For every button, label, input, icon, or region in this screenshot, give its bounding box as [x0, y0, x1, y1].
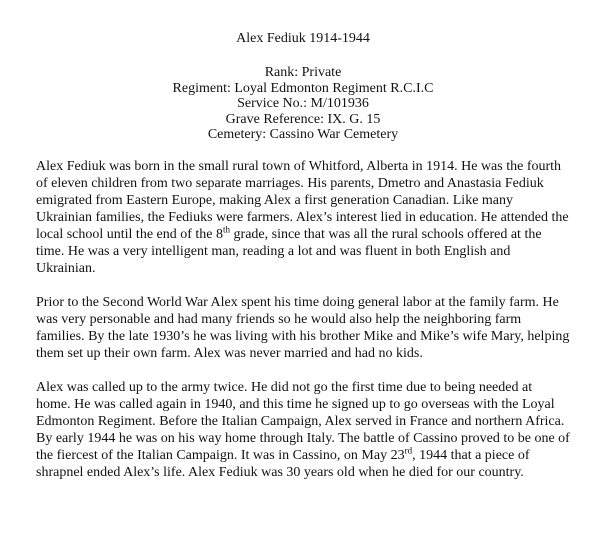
paragraph-text: , 1944 that a piece of shrapnel ended Alex’s life. Alex Fediuk was 30 years old when he died for our country.: [36, 447, 530, 480]
paragraph-text: Prior to the Second World War Alex spent his time doing general labor at the family farm. He was very personable and had many friends so he would also help the neighboring farm families. By the late 1930’s he was living with his brother Mike and Mike’s wife Mary, helping them set up their own farm. Alex was never married and had no kids.: [36, 294, 570, 361]
paragraph-early-life: [36, 158, 570, 277]
paragraph-war-service: [36, 379, 570, 481]
regiment-line: Regiment: Loyal Edmonton Regiment R.C.I.C: [172, 80, 434, 96]
ordinal-superscript: th: [223, 223, 231, 234]
ordinal-superscript: rd: [404, 444, 413, 455]
document-body: [36, 158, 570, 481]
service-number-line: Service No.: M/101936: [237, 96, 369, 111]
paragraph-text: grade, since that was all the rural schools offered at the time. He was a very intelligent man, reading a lot and was fluent in both English and Ukrainian.: [36, 226, 542, 276]
grave-reference-line: Grave Reference: IX. G. 15: [225, 111, 381, 127]
document-title: Alex Fediuk 1914-1944: [236, 31, 370, 46]
cemetery-line: Cemetery: Cassino War Cemetery: [207, 127, 399, 142]
paragraph-text: Alex Fediuk was born in the small rural town of Whitford, Alberta in 1914. He was the fourth of eleven children from two separate marriages. His parents, Dmetro and Anastasia Fediuk emigrated from Eastern Europe, making Alex a first generation Canadian. Like many Ukrainian families, the Fediuks were farmers. Alex’s interest lied in education. He attended the local school until the end of the 8: [36, 158, 569, 242]
service-record-block: [36, 65, 570, 143]
paragraph-text: Alex was called up to the army twice. He did not go the first time due to being needed at home. He was called again in 1940, and this time he signed up to go overseas with the Loyal Edmonton Regiment. Before the Italian Campaign, Alex served in France and northern Africa. By early 1944 he was on his way home through Italy. The battle of Cassino proved to be one of the fiercest of the Italian Campaign. It was in Cassino, on May 23: [36, 379, 570, 463]
rank-line: Rank: Private: [264, 65, 342, 80]
paragraph-prewar: [36, 294, 570, 362]
